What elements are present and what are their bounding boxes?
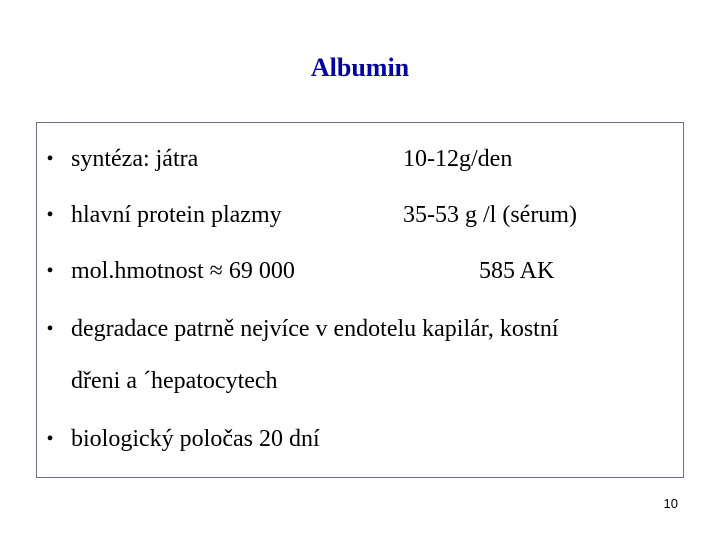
list-item (37, 145, 677, 173)
list-item (37, 315, 677, 343)
bullet-icon: • (46, 260, 54, 282)
content-box (36, 122, 684, 478)
bullet-icon: • (46, 204, 54, 226)
slide-title: Albumin (310, 53, 410, 82)
item-value: 10-12g/den (403, 146, 513, 172)
item-label: biologický poločas 20 dní (71, 426, 320, 452)
list-item-continuation (37, 367, 677, 395)
item-label: mol.hmotnost ≈ 69 000 (71, 258, 295, 284)
bullet-icon: • (46, 318, 54, 340)
item-value: 585 AK (479, 258, 555, 284)
item-label: dřeni a ´hepatocytech (71, 368, 278, 394)
list-item (37, 425, 677, 453)
list-item (37, 201, 677, 229)
page-number: 10 (663, 496, 678, 511)
list-item (37, 257, 677, 285)
item-label: degradace patrně nejvíce v endotelu kapilár, kostní (71, 316, 559, 342)
item-value: 35-53 g /l (sérum) (403, 202, 577, 228)
item-label: syntéza: játra (71, 146, 199, 172)
item-label: hlavní protein plazmy (71, 202, 282, 228)
bullet-icon: • (46, 428, 54, 450)
bullet-icon: • (46, 148, 54, 170)
